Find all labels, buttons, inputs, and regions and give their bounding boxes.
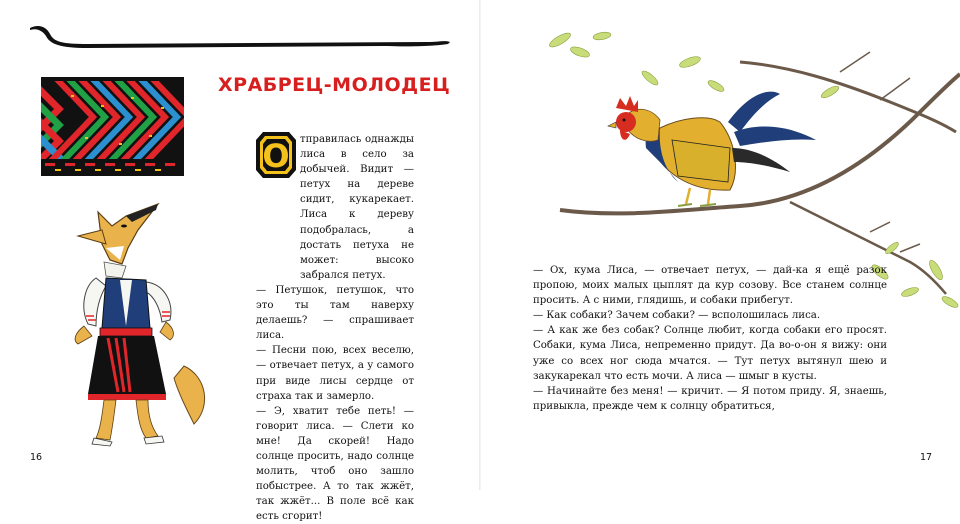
- right-text-column: [533, 263, 887, 414]
- paragraph: — Э, хватит тебе петь! — говорит лиса. — Слети ко мне! Да скорей! Надо солнце просить, надо солнце молить, чтоб оно зашло побыстрее. А то так жжёт, так жжёт... В поле всё как есть сгорит!: [256, 405, 414, 523]
- page-number-left: 16: [30, 452, 43, 463]
- paragraph: — А как же без собак? Солнце любит, когда собаки его просят. Собаки, кума Лиса, непременно придут. Да во-о-он я вижу: они уже со всех ног сюда мчатся. — Тут петух вытянул шею и закукарекал что есть мочи. А лиса — шмыг в кусты.: [533, 325, 887, 382]
- paragraph: — Ох, кума Лиса, — отвечает петух, — дай-ка я ещё разок пропою, моих малых цыплят да кур созову. Все станем солнце просить. А с ними, глядишь, и собаки прибегут.: [533, 265, 887, 307]
- paragraph: — Как собаки? Зачем собаки? — всполошилась лиса.: [533, 310, 821, 322]
- book-gutter: [479, 0, 481, 490]
- fox-in-folk-dress-icon: [66, 186, 216, 448]
- story-title: ХРАБРЕЦ-МОЛОДЕЦ: [218, 74, 451, 96]
- page-number-right: 17: [920, 452, 933, 463]
- dropcap-letter: О: [262, 137, 290, 175]
- paragraph: — Начинайте без меня! — кричит. — Я потом приду. Я, знаешь, привыкла, прежде чем к солнцу обратиться,: [533, 385, 887, 412]
- paragraph: — Петушок, петушок, что это ты там наверху делаешь? — спрашивает лиса.: [256, 284, 414, 342]
- embroidery-pattern-icon: [41, 77, 184, 176]
- brush-stroke-icon: [28, 22, 452, 54]
- paragraph: тправилась однажды лиса в село за добычей. Видит — петух на дереве сидит, кукарекает. Лиса к дереву подобралась, а достать петуха не может: высоко забрался петух.: [300, 134, 414, 281]
- paragraph: — Песни пою, всех веселю, — отвечает петух, а у самого при виде лисы сердце от страха так и замерло.: [256, 345, 414, 402]
- left-text-column: [256, 132, 414, 524]
